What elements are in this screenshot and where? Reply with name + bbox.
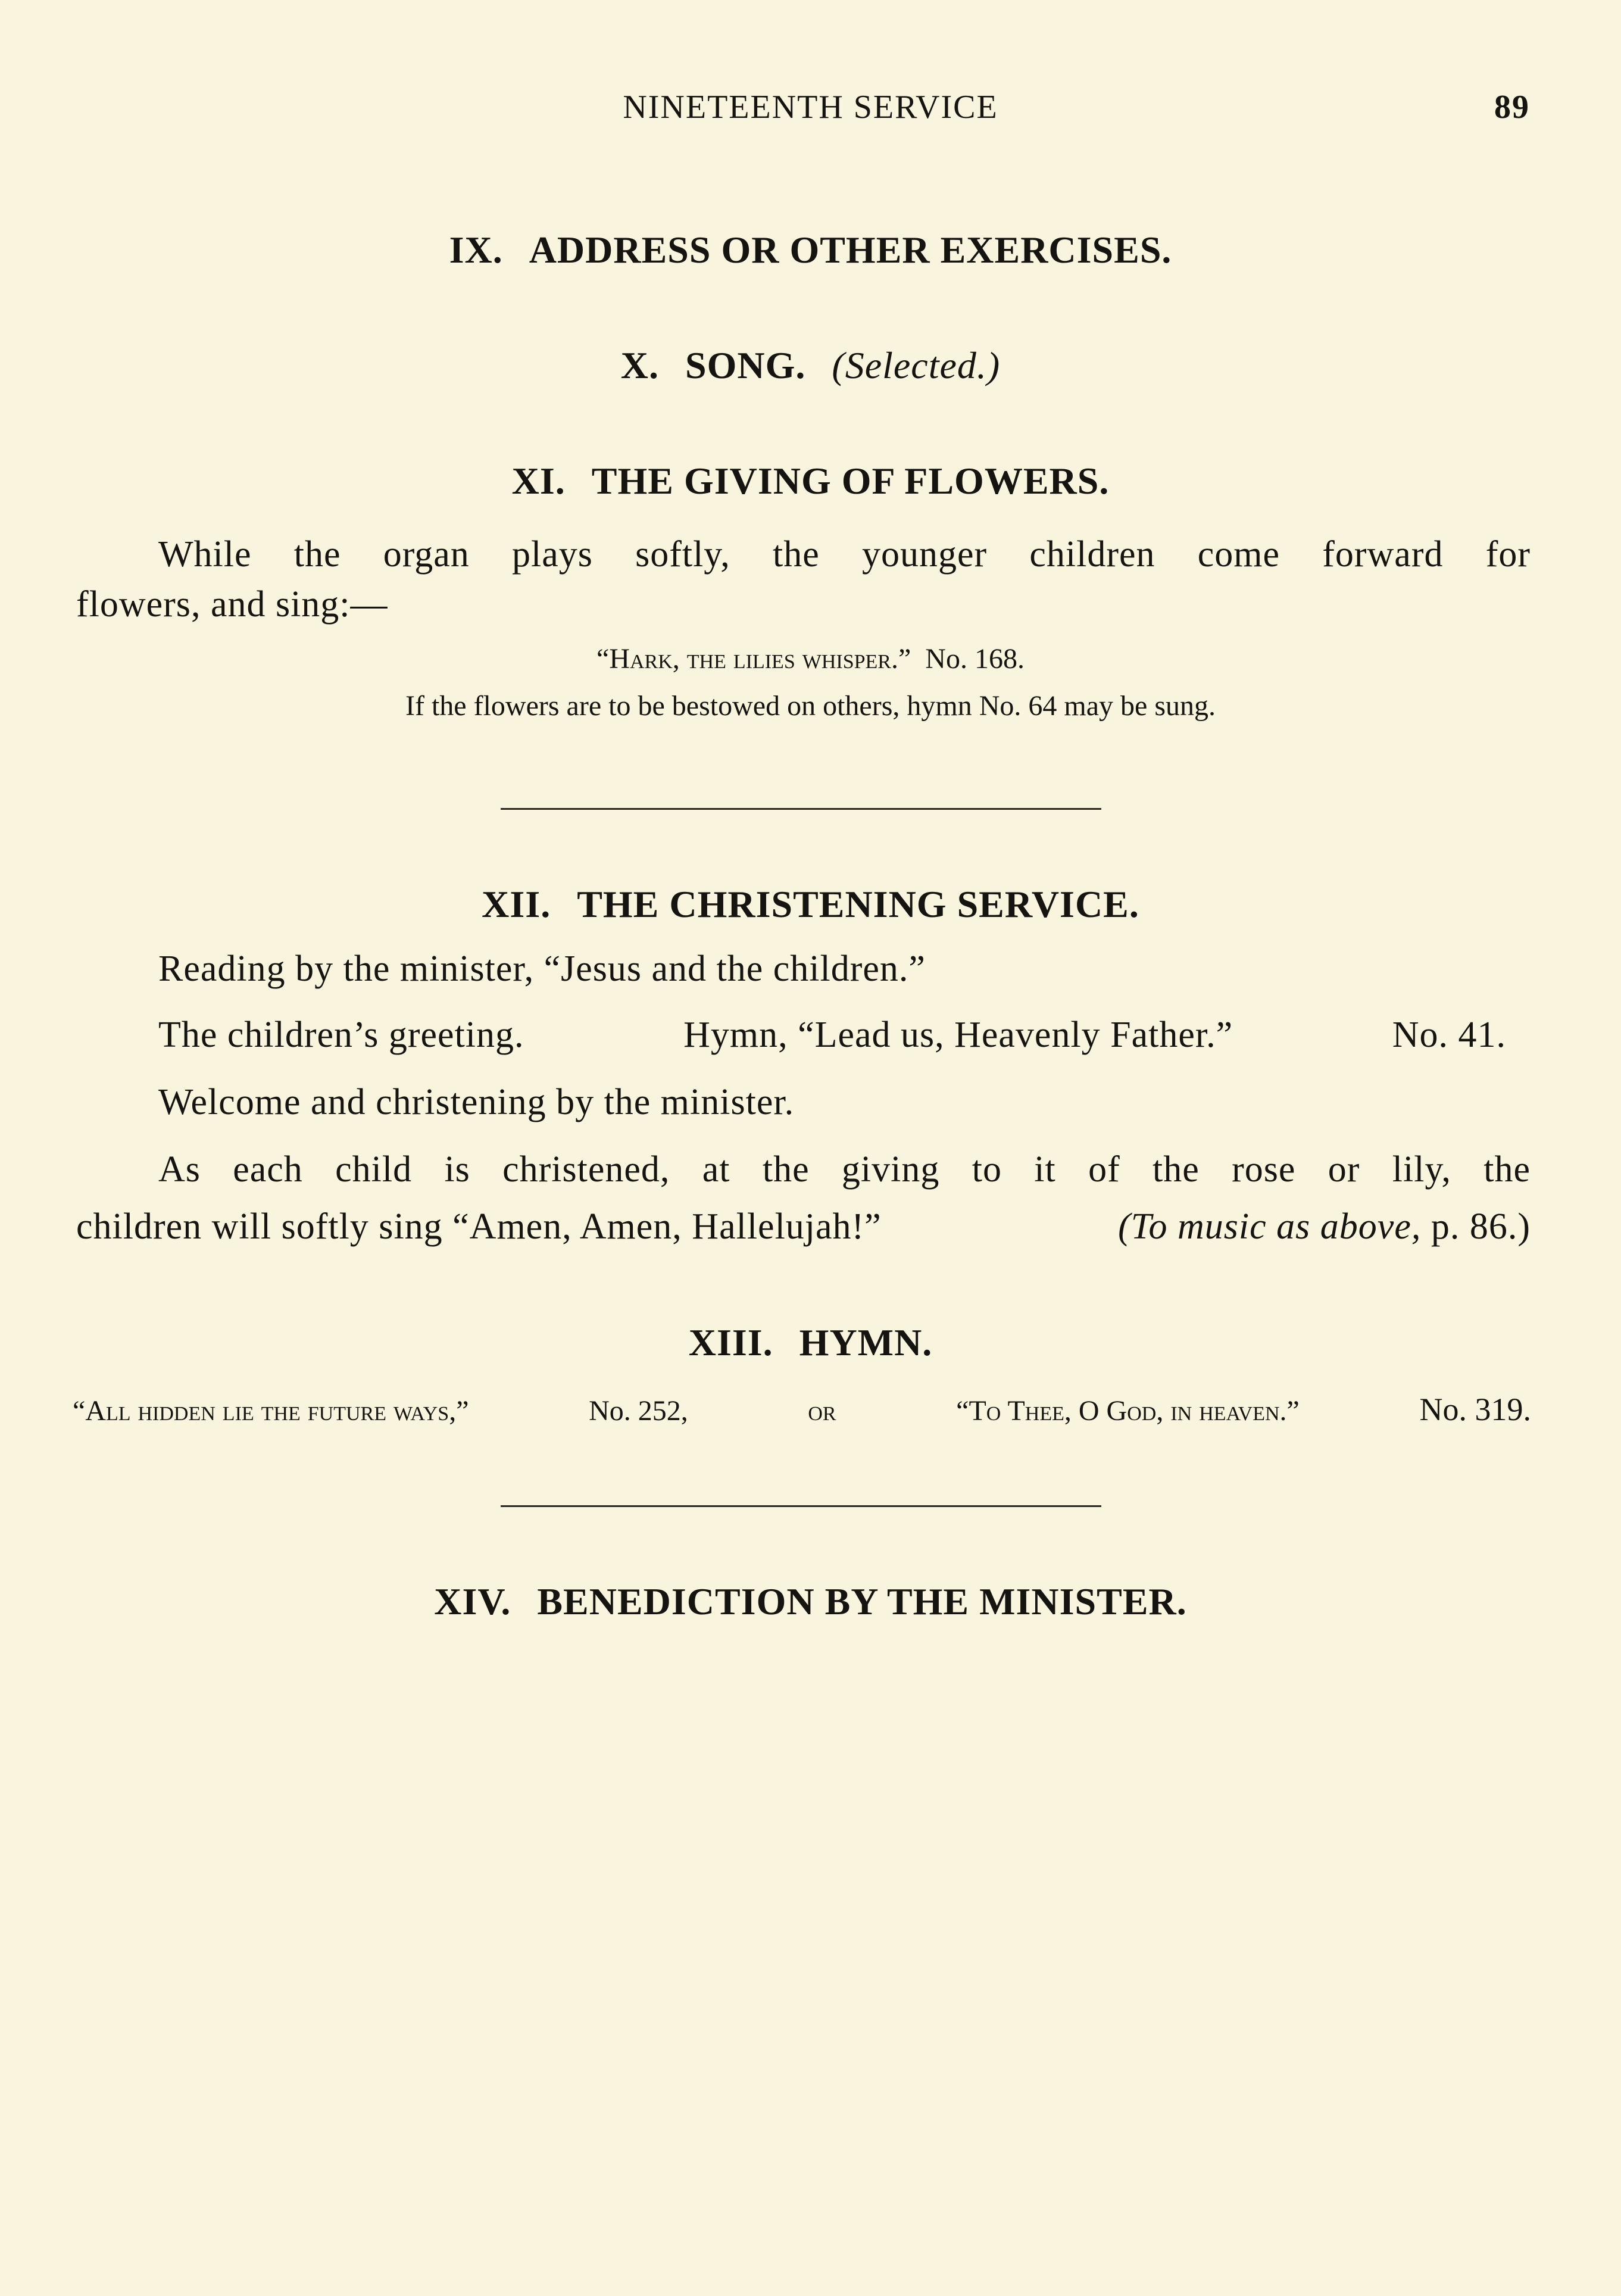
- song-text: children will softly sing “Amen, Amen, Hallelujah!”: [76, 1206, 882, 1247]
- section-number: XI.: [511, 460, 566, 502]
- hymn-title-2: “To Thee, O God, in heaven.”: [956, 1395, 1300, 1427]
- divider-rule: [501, 808, 1101, 810]
- xi-hymn-reference: [0, 645, 1621, 673]
- or-text: or: [808, 1395, 836, 1427]
- hymn-number: No. 41.: [1392, 1015, 1506, 1055]
- section-title: HYMN.: [799, 1321, 933, 1364]
- xii-line1: Reading by the minister, “Jesus and the children.”: [158, 949, 926, 989]
- section-xii-heading: [0, 885, 1621, 924]
- xii-line3: Welcome and christening by the minister.: [158, 1082, 795, 1122]
- running-header: [0, 91, 1621, 124]
- section-title: BENEDICTION BY THE MINISTER.: [537, 1580, 1187, 1623]
- hymn-number-1: No. 252,: [589, 1395, 688, 1427]
- xi-paragraph-line1: While the organ plays softly, the younger children come forward for: [158, 534, 1531, 575]
- hymn-title-1: “All hidden lie the future ways,”: [73, 1395, 469, 1427]
- hymn-text: Hymn, “Lead us, Heavenly Father.”: [683, 1015, 1233, 1055]
- section-number: X.: [620, 344, 660, 386]
- xiii-hymn-line: [73, 1393, 1531, 1425]
- header-title: NINETEENTH SERVICE: [623, 89, 998, 126]
- greeting-text: The children’s greeting.: [158, 1015, 524, 1055]
- hymn-title: “Hark, the lilies whisper.”: [596, 643, 911, 675]
- xi-note: If the flowers are to be bestowed on others, hymn No. 64 may be sung.: [405, 690, 1216, 722]
- section-title: THE CHRISTENING SERVICE.: [577, 883, 1139, 925]
- section-title: THE GIVING OF FLOWERS.: [591, 460, 1110, 502]
- section-title: ADDRESS OR OTHER EXERCISES.: [529, 229, 1172, 271]
- xii-line5: [76, 1208, 1531, 1245]
- section-xi-heading: [0, 462, 1621, 500]
- section-xiii-heading: [0, 1321, 1621, 1364]
- xii-line2: [158, 1016, 1506, 1053]
- section-number: XII.: [482, 883, 551, 925]
- xi-paragraph-line2: flowers, and sing:—: [76, 584, 388, 625]
- section-note: (Selected.): [832, 344, 1001, 386]
- section-ix-heading: [0, 231, 1621, 269]
- section-number: XIII.: [688, 1321, 773, 1364]
- page-number: 89: [1494, 89, 1530, 126]
- xii-line4: As each child is christened, at the giving to it of the rose or lily, the: [158, 1149, 1531, 1190]
- section-xiv-heading: [0, 1580, 1621, 1623]
- divider-rule: [501, 1505, 1101, 1507]
- music-note: (To music as above,: [1118, 1206, 1422, 1247]
- section-number: XIV.: [434, 1580, 511, 1623]
- hymn-number-2: No. 319.: [1419, 1392, 1531, 1427]
- page-reference: p. 86.): [1431, 1206, 1531, 1247]
- section-title: SONG.: [685, 344, 806, 386]
- section-number: IX.: [449, 229, 503, 271]
- section-x-heading: [0, 344, 1621, 386]
- hymn-number: No. 168.: [925, 643, 1025, 675]
